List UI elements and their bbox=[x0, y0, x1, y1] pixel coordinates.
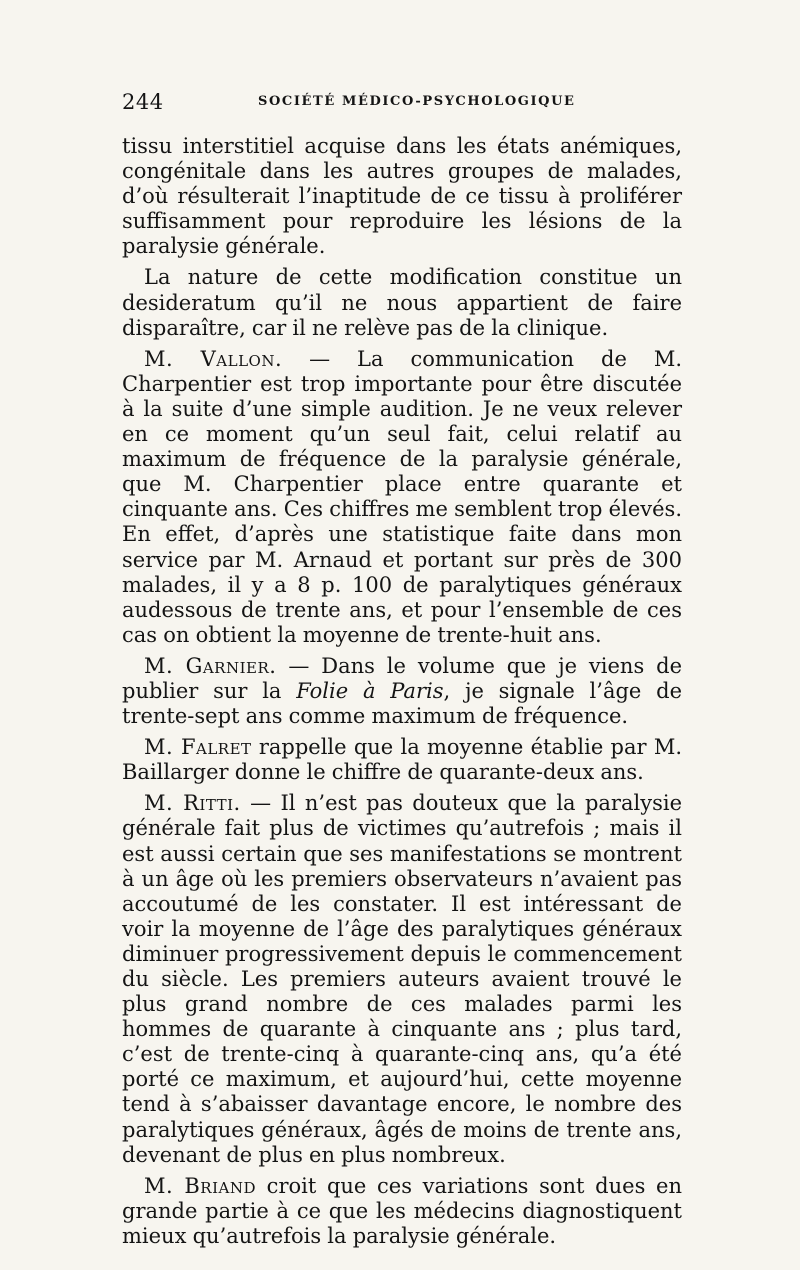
body-text bbox=[122, 134, 682, 1249]
running-head bbox=[122, 90, 682, 124]
paragraph-text: — Il n’est pas douteux que la paralysie générale fait plus de victimes qu’autrefois ; mais il est aussi certain que ses manifestations se montrent à un âge où les premiers observateurs n’avaient pas accoutumé de les constater. Il est intéressant de voir la moyenne de l’âge des paralytiques généraux diminuer progressivement depuis le commencement du siècle. Les premiers auteurs avaient trouvé le plus grand nombre de ces malades parmi les hommes de quarante à cinquante ans ; plus tard, c’est de trente-cinq à quarante-cinq ans, qu’a été porté ce maximum, et aujourd’hui, cette moyenne tend à s’abaisser davantage encore, le nombre des paralytiques généraux, âgés de moins de trente ans, devenant de plus en plus nombreux. bbox=[122, 791, 682, 1167]
paragraph-briand bbox=[122, 1174, 682, 1249]
paragraph-continuation bbox=[122, 134, 682, 259]
speaker-name: M. Briand bbox=[144, 1173, 256, 1198]
paragraph-garnier bbox=[122, 654, 682, 729]
paragraph-falret bbox=[122, 735, 682, 785]
paragraph-text: rappelle que la moyenne établie par M. Baillarger donne le chiffre de quarante-deux ans. bbox=[122, 735, 682, 785]
speaker-name: M. Garnier. bbox=[144, 653, 277, 678]
book-title: Folie à Paris bbox=[296, 678, 444, 703]
paragraph-vallon bbox=[122, 347, 682, 648]
paragraph-text: La nature de cette modification constitue un desideratum qu’il ne nous appartient de faire disparaître, car il ne relève pas de la clinique. bbox=[122, 265, 682, 340]
speaker-name: M. Falret bbox=[144, 735, 252, 760]
page-number: 244 bbox=[122, 90, 164, 114]
paragraph-desideratum bbox=[122, 265, 682, 340]
paragraph-text: croit que ces variations sont dues en grande partie à ce que les médecins diagnostiquent mieux qu’autrefois la paralysie générale. bbox=[122, 1173, 682, 1248]
paragraph-text: tissu interstitiel acquise dans les états anémiques, congénitale dans les autres groupes de malades, d’où résulterait l’inaptitude de ce tissu à proliférer suffisamment pour reproduire les lésions de la paralysie générale. bbox=[122, 134, 682, 259]
paragraph-text: — Dans le volume que je viens de publier sur la bbox=[122, 653, 682, 703]
speaker-name: M. Vallon. bbox=[144, 346, 283, 371]
speaker-name: M. Ritti. bbox=[144, 791, 241, 816]
paragraph-text: — La communication de M. Charpentier est trop importante pour être discutée à la suite d’une simple audition. Je ne veux relever en ce moment qu’un seul fait, celui relatif au maximum de fréquence de la paralysie générale, que M. Charpentier place entre quarante et cinquante ans. Ces chiffres me semblent trop élevés. En effet, d’après une statistique faite dans mon service par M. Arnaud et portant sur près de 300 malades, il y a 8 p. 100 de paralytiques généraux audessous de trente ans, et pour l’ensemble de ces cas on obtient la moyenne de trente-huit ans. bbox=[122, 346, 683, 647]
paragraph-ritti bbox=[122, 791, 682, 1167]
paragraph-text: , je signale l’âge de trente-sept ans comme maximum de fréquence. bbox=[122, 678, 682, 729]
journal-title: SOCIÉTÉ MÉDICO-PSYCHOLOGIQUE bbox=[258, 94, 576, 109]
